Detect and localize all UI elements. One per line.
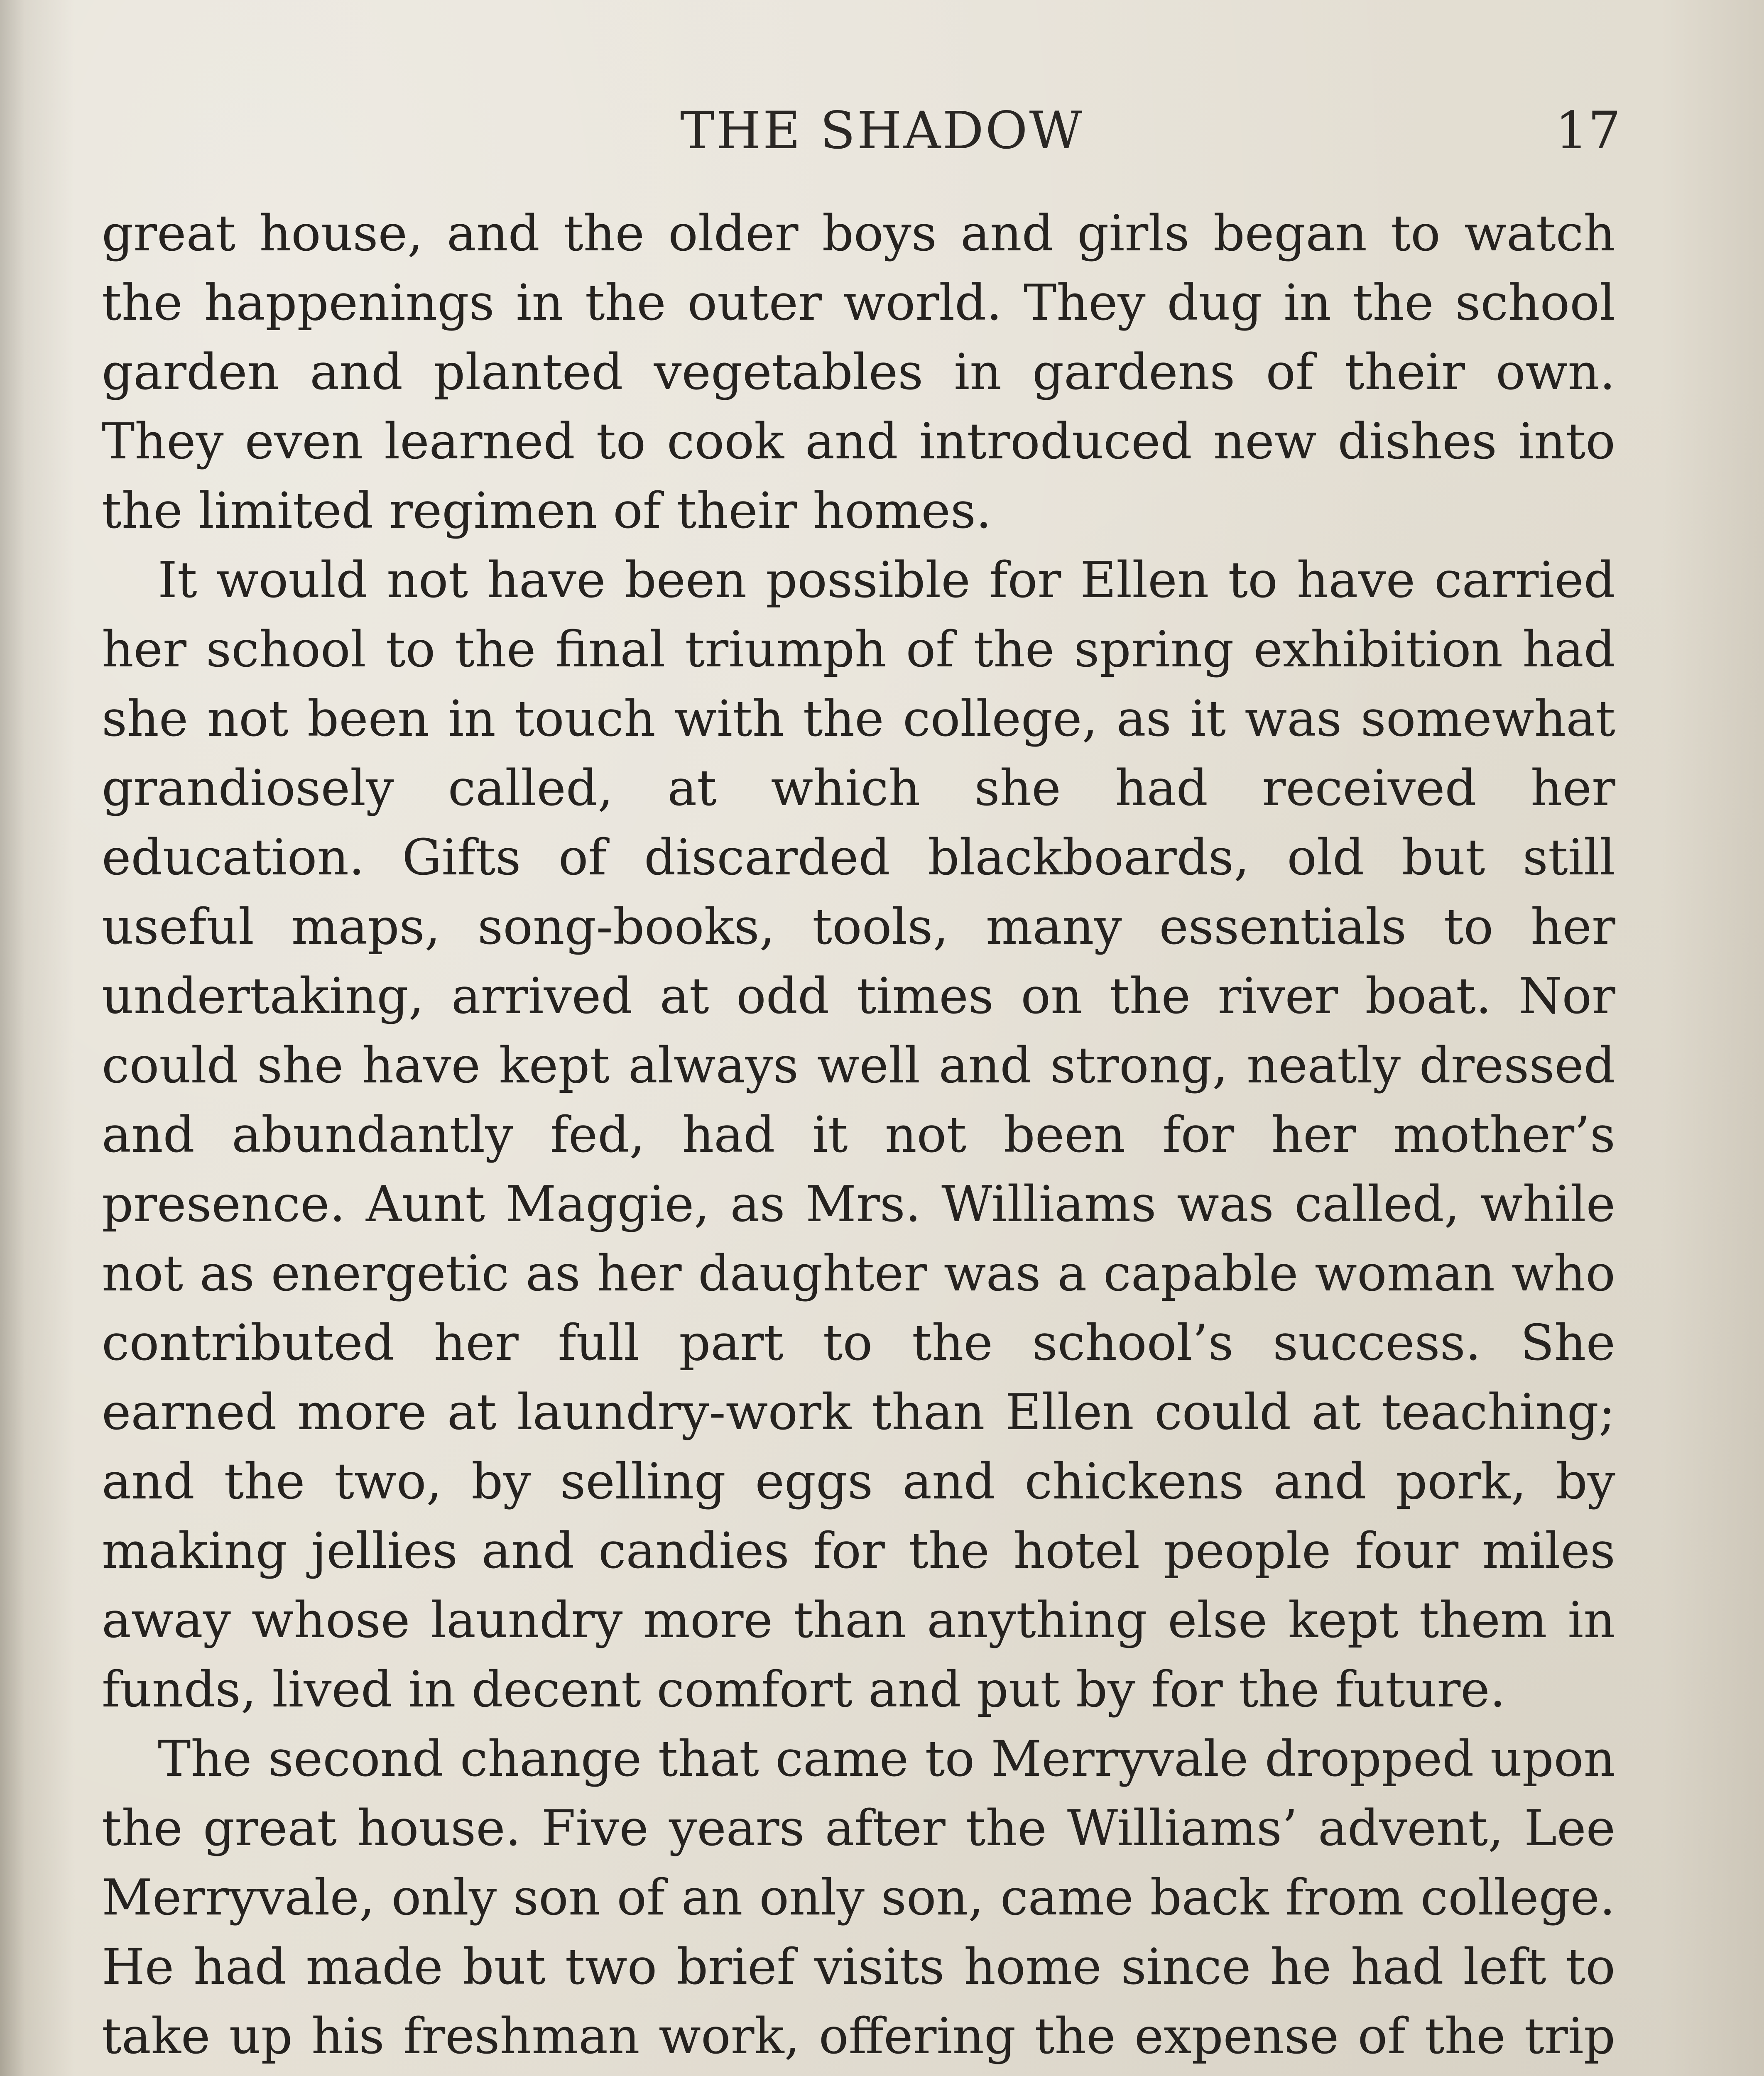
paragraph-continuation: great house, and the older boys and girls began to watch the happenings in the outer world. They dug in the school garden and planted vegetables in gardens of their own. They even learned to cook and introduced new dishes into the limited regimen of their homes.	[102, 205, 1615, 540]
page-number: 17	[1555, 101, 1621, 161]
body-text	[102, 199, 1615, 2076]
page-header	[0, 93, 1764, 168]
paragraph-ellen-college: It would not have been possible for Ellen to have carried her school to the final triumph of the spring exhibition had she not been in touch with the college, as it was somewhat grandiosely called, at which she had received her education. Gifts of discarded blackboards, old but still useful maps, song-books, tools, many essentials to her undertaking, arrived at odd times on the river boat. Nor could she have kept always well and strong, neatly dressed and abundantly fed, had it not been for her mother’s presence. Aunt Maggie, as Mrs. Williams was called, while not as energetic as her daughter was a capable woman who contributed her full part to the school’s success. She earned more at laundry-work than Ellen could at teaching; and the two, by selling eggs and chickens and pork, by making jellies and candies for the hotel people four miles away whose laundry more than anything else kept them in funds, lived in decent comfort and put by for the future.	[102, 552, 1615, 1719]
paragraph-second-change: The second change that came to Merryvale dropped upon the great house. Five years after the Williams’ advent, Lee Merryvale, only son of an only son, came back from college. He had made but two brief visits home since he had left to take up his freshman work, offering the expense of the trip	[102, 1731, 1615, 2065]
running-head: THE SHADOW	[680, 101, 1084, 161]
